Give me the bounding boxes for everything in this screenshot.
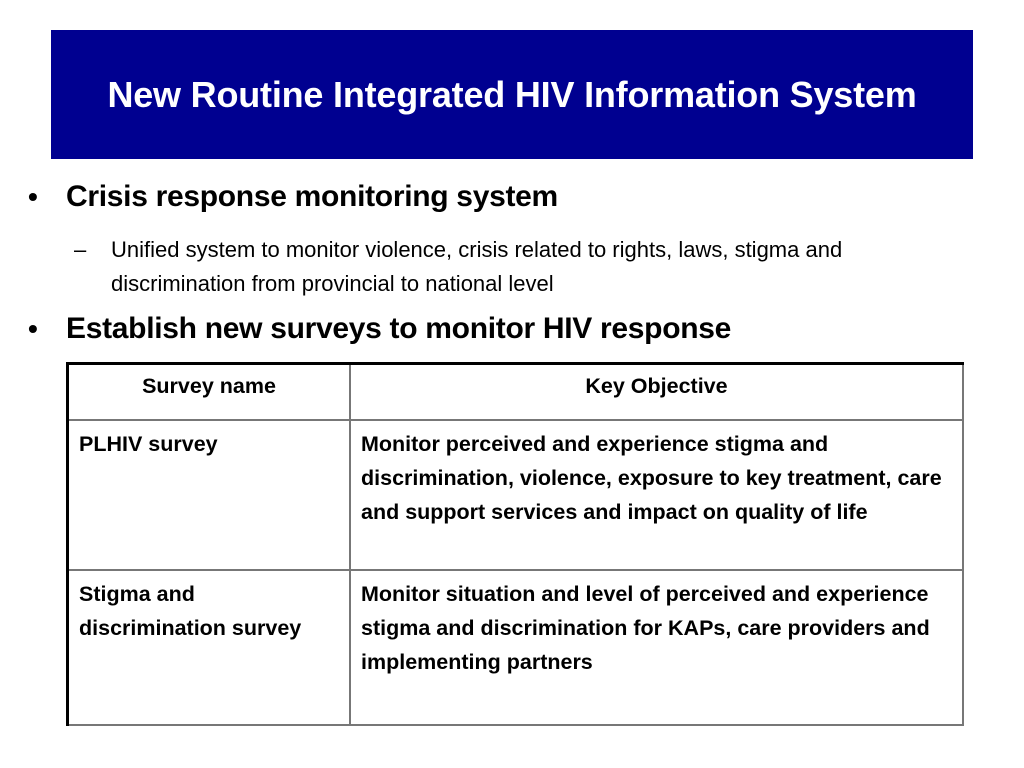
sub-bullet-marker: – <box>74 237 87 262</box>
bullet-marker: • <box>28 313 38 344</box>
header-survey-name: Survey name <box>68 364 351 421</box>
key-objective-cell: Monitor perceived and experience stigma and discrimination, violence, exposure to key treatment, care and support services and impact on quality of life <box>350 420 963 570</box>
title-banner <box>51 30 973 159</box>
bullet-text: Crisis response monitoring system <box>66 180 558 213</box>
table-row <box>68 420 964 570</box>
header-key-objective: Key Objective <box>350 364 963 421</box>
sub-bullet-unified-system <box>74 233 954 301</box>
bullet-marker: • <box>28 181 38 212</box>
bullet-new-surveys <box>28 312 731 346</box>
sub-bullet-text: Unified system to monitor violence, crisis related to rights, laws, stigma and discrimination from provincial to national level <box>111 237 843 296</box>
bullet-text: Establish new surveys to monitor HIV response <box>66 312 732 345</box>
survey-name-cell: PLHIV survey <box>68 420 351 570</box>
survey-table <box>66 362 964 726</box>
bullet-crisis-response <box>28 180 558 214</box>
key-objective-cell: Monitor situation and level of perceived and experience stigma and discrimination for KAPs, care providers and implementing partners <box>350 570 963 725</box>
table-row <box>68 570 964 725</box>
slide-title: New Routine Integrated HIV Information System <box>107 73 917 115</box>
survey-name-cell: Stigma and discrimination survey <box>68 570 351 725</box>
table-header-row <box>68 364 964 421</box>
